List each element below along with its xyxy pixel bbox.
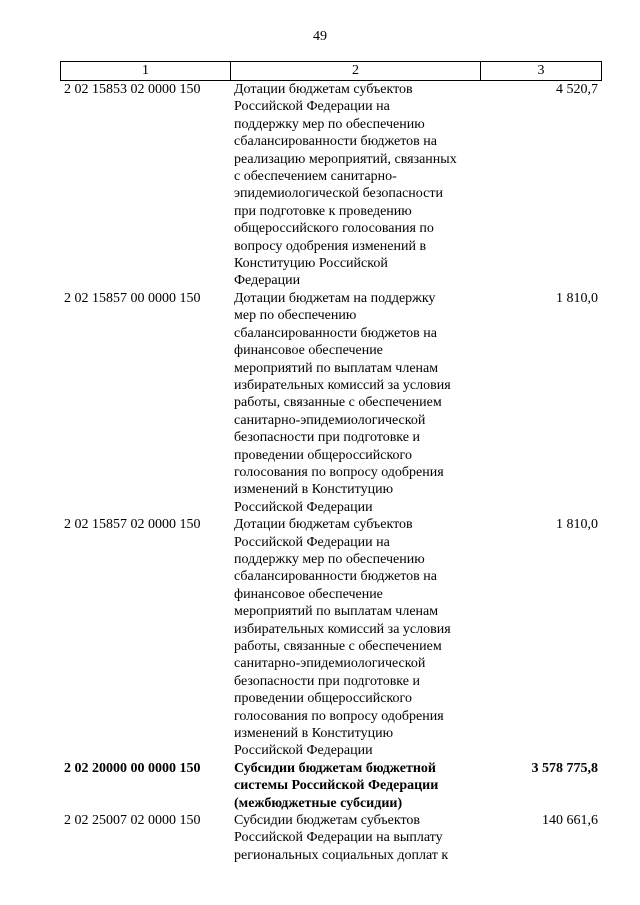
- row-name: [234, 812, 478, 864]
- table-row: [60, 81, 602, 290]
- row-name-line: Российской Федерации на: [234, 534, 390, 550]
- row-name-line: избирательных комиссий за условия: [234, 377, 451, 393]
- row-name-line: с обеспечением санитарно-: [234, 169, 397, 185]
- table-row: [60, 516, 602, 760]
- row-name: [234, 516, 478, 760]
- row-name-line: (межбюджетные субсидии): [234, 795, 403, 811]
- table-row: [60, 812, 602, 864]
- row-name-line: Конституцию Российской: [234, 256, 388, 272]
- row-name-line: сбалансированности бюджетов на: [234, 134, 437, 150]
- header-col-1: 1: [61, 62, 231, 80]
- page-number: 49: [313, 29, 327, 44]
- row-name-line: Федерации: [234, 273, 301, 289]
- row-name-line: работы, связанные с обеспечением: [234, 395, 442, 411]
- row-amount: 1 810,0: [556, 517, 598, 533]
- row-name-line: безопасности при подготовке и: [234, 673, 420, 689]
- row-name-line: общероссийского голосования по: [234, 221, 434, 237]
- table-body: [60, 81, 602, 864]
- row-name-line: Субсидии бюджетам бюджетной: [234, 760, 436, 776]
- row-name-line: санитарно-эпидемиологической: [234, 412, 426, 428]
- row-name-line: санитарно-эпидемиологической: [234, 656, 426, 672]
- table-row: [60, 290, 602, 516]
- row-amount: 1 810,0: [556, 290, 598, 306]
- row-code: 2 02 20000 00 0000 150: [64, 760, 201, 776]
- budget-table: [60, 61, 602, 864]
- row-name-line: сбалансированности бюджетов на: [234, 569, 437, 585]
- row-name-line: Субсидии бюджетам субъектов: [234, 813, 421, 829]
- row-code: 2 02 15857 00 0000 150: [64, 290, 201, 306]
- row-name-line: мероприятий по выплатам членам: [234, 604, 439, 620]
- row-amount: 4 520,7: [556, 82, 598, 97]
- row-name-line: голосования по вопросу одобрения: [234, 708, 444, 724]
- header-col-3: 3: [537, 63, 545, 78]
- row-name-line: мероприятий по выплатам членам: [234, 360, 439, 376]
- table-row: [60, 760, 602, 812]
- row-amount: 3 578 775,8: [531, 760, 598, 776]
- row-name-line: реализацию мероприятий, связанных: [234, 151, 457, 167]
- row-name-line: безопасности при подготовке и: [234, 430, 420, 446]
- row-name-line: Дотации бюджетам субъектов: [234, 82, 413, 97]
- row-name: [234, 760, 478, 812]
- row-name-line: финансовое обеспечение: [234, 586, 383, 602]
- row-name-line: Российской Федерации на: [234, 99, 390, 115]
- row-amount: 140 661,6: [542, 813, 598, 829]
- row-name-line: избирательных комиссий за условия: [234, 621, 451, 637]
- table-header: [60, 61, 602, 81]
- row-name-line: системы Российской Федерации: [234, 778, 439, 794]
- row-name-line: Дотации бюджетам на поддержку: [234, 290, 436, 306]
- row-name-line: вопросу одобрения изменений в: [234, 238, 427, 254]
- row-name-line: при подготовке к проведению: [234, 203, 412, 219]
- row-name: [234, 81, 478, 290]
- row-name-line: региональных социальных доплат к: [234, 847, 449, 863]
- row-name-line: Дотации бюджетам субъектов: [234, 517, 413, 533]
- row-name: [234, 290, 478, 516]
- row-code: 2 02 15857 02 0000 150: [64, 517, 201, 533]
- row-name-line: сбалансированности бюджетов на: [234, 325, 437, 341]
- row-name-line: изменений в Конституцию: [234, 726, 394, 742]
- row-name-line: поддержку мер по обеспечению: [234, 551, 425, 567]
- row-name-line: изменений в Конституцию: [234, 482, 394, 498]
- row-name-line: поддержку мер по обеспечению: [234, 116, 425, 132]
- row-name-line: голосования по вопросу одобрения: [234, 464, 444, 480]
- row-code: 2 02 15853 02 0000 150: [64, 82, 201, 97]
- row-name-line: проведении общероссийского: [234, 691, 412, 707]
- row-name-line: Российской Федерации: [234, 499, 373, 515]
- row-code: 2 02 25007 02 0000 150: [64, 813, 201, 829]
- row-name-line: финансовое обеспечение: [234, 343, 383, 359]
- row-name-line: мер по обеспечению: [234, 308, 357, 324]
- row-name-line: Российской Федерации: [234, 743, 373, 759]
- row-name-line: Российской Федерации на выплату: [234, 830, 443, 846]
- row-name-line: эпидемиологической безопасности: [234, 186, 443, 202]
- row-name-line: работы, связанные с обеспечением: [234, 639, 442, 654]
- row-name-line: проведении общероссийского: [234, 447, 412, 463]
- header-col-2: 2: [231, 62, 481, 80]
